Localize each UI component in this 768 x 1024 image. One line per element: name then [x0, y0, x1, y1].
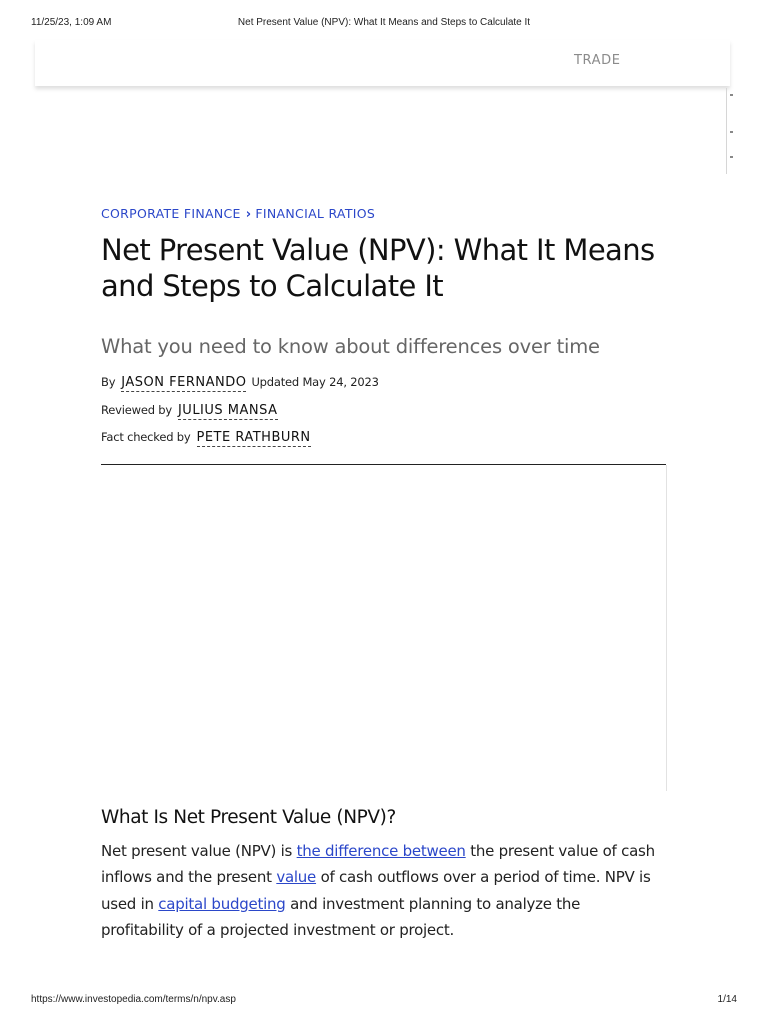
print-url: https://www.investopedia.com/terms/n/npv.asp	[31, 994, 236, 1005]
breadcrumb-financial-ratios[interactable]: FINANCIAL RATIOS	[255, 206, 376, 221]
edge-mark	[730, 94, 733, 96]
section-heading: What Is Net Present Value (NPV)?	[101, 807, 396, 828]
fact-checked-by-label: Fact checked by	[101, 430, 191, 444]
article-title: Net Present Value (NPV): What It Means and Steps to Calculate It	[101, 233, 655, 303]
breadcrumb-corporate-finance[interactable]: CORPORATE FINANCE	[101, 206, 241, 221]
article-subtitle: What you need to know about differences over time	[101, 335, 600, 358]
link-capital-budgeting[interactable]: capital budgeting	[158, 894, 286, 913]
byline-reviewer-row	[101, 403, 278, 420]
site-nav-bar	[35, 40, 730, 86]
nav-trade-link[interactable]: TRADE	[574, 53, 621, 68]
print-page-title: Net Present Value (NPV): What It Means and Steps to Calculate It	[237, 17, 531, 28]
byline-author-row	[101, 375, 379, 392]
paragraph-text: of cash outflows over a period of time. NPV is used in	[101, 868, 651, 913]
reviewer-link[interactable]: JULIUS MANSA	[177, 403, 278, 418]
paragraph-text: Net present value (NPV) is	[101, 842, 297, 860]
print-page-number: 1/14	[717, 994, 737, 1005]
breadcrumb	[101, 206, 375, 222]
chevron-right-icon: ›	[245, 207, 252, 222]
by-label: By	[101, 375, 116, 389]
fact-checker-link[interactable]: PETE RATHBURN	[196, 430, 311, 445]
link-value[interactable]: value	[276, 868, 317, 887]
byline-fact-checker-row	[101, 430, 311, 447]
print-date: 11/25/23, 1:09 AM	[31, 17, 112, 28]
paragraph-text: the present value of cash inflows and the present	[101, 842, 655, 887]
link-difference-between[interactable]: the difference between	[296, 842, 466, 860]
intro-paragraph	[101, 838, 661, 943]
reviewed-by-label: Reviewed by	[101, 403, 172, 417]
edge-mark	[730, 131, 733, 133]
edge-mark	[730, 156, 733, 158]
updated-date: Updated May 24, 2023	[251, 375, 379, 389]
edge-divider	[726, 88, 727, 174]
author-link[interactable]: JASON FERNANDO	[121, 375, 247, 390]
paragraph-text: and investment planning to analyze the profitability of a projected investment or project.	[101, 894, 581, 939]
media-placeholder	[101, 465, 667, 791]
